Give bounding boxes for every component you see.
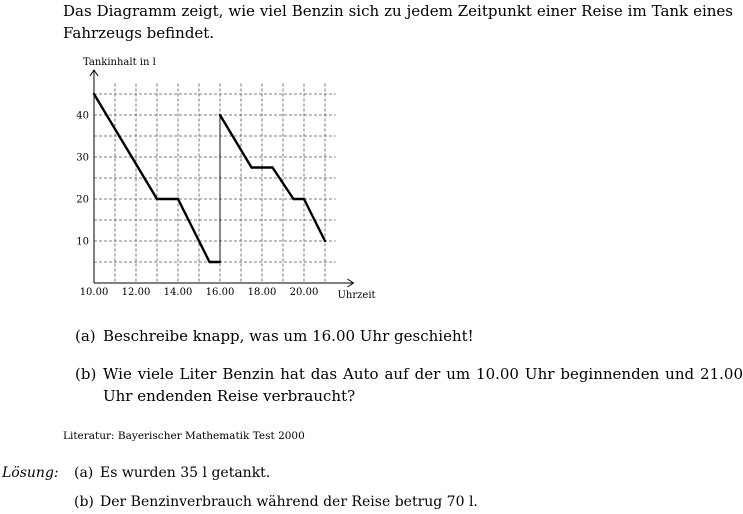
y-tick-label: 10 (76, 236, 89, 248)
x-tick-label: 10.00 (79, 287, 109, 298)
question-b-text: Wie viele Liter Benzin hat das Auto auf der um 10.00 Uhr beginnenden und 21.00 Uhr endenden Reise verbraucht? (103, 365, 743, 405)
fuel-line-segment (94, 94, 157, 199)
x-tick-label: 18.00 (247, 287, 277, 298)
question-a-label: (a) (75, 327, 96, 345)
solution-b (74, 494, 478, 510)
x-axis-label: Uhrzeit (337, 290, 376, 301)
x-tick-label: 20.00 (289, 287, 319, 298)
solution-b-label: (b) (74, 494, 94, 510)
y-tick-label: 40 (76, 110, 89, 122)
question-a-text: Beschreibe knapp, was um 16.00 Uhr geschieht! (103, 327, 474, 345)
task-intro: Das Diagramm zeigt, wie viel Benzin sich zu jedem Zeitpunkt einer Reise im Tank eines Fahrzeugs befindet. (63, 2, 733, 42)
solution-a-text: Es wurden 35 l getankt. (100, 465, 271, 481)
fuel-line-segment (178, 199, 210, 262)
y-tick-label: 20 (76, 194, 89, 206)
fuel-line-segment (220, 115, 252, 168)
solution-a-label: (a) (74, 465, 94, 481)
x-tick-label: 14.00 (163, 287, 193, 298)
x-tick-label: 16.00 (205, 287, 235, 298)
question-b-label: (b) (75, 365, 97, 383)
y-axis-label: Tankinhalt in l (83, 57, 156, 68)
solution-label: Lösung: (2, 465, 59, 481)
fuel-chart (76, 54, 380, 304)
x-tick-label: 12.00 (121, 287, 151, 298)
source-reference: Literatur: Bayerischer Mathematik Test 2000 (63, 430, 305, 442)
solution-b-text: Der Benzinverbrauch während der Reise betrug 70 l. (100, 494, 478, 510)
y-tick-label: 30 (76, 152, 89, 164)
solution-a (74, 465, 270, 481)
